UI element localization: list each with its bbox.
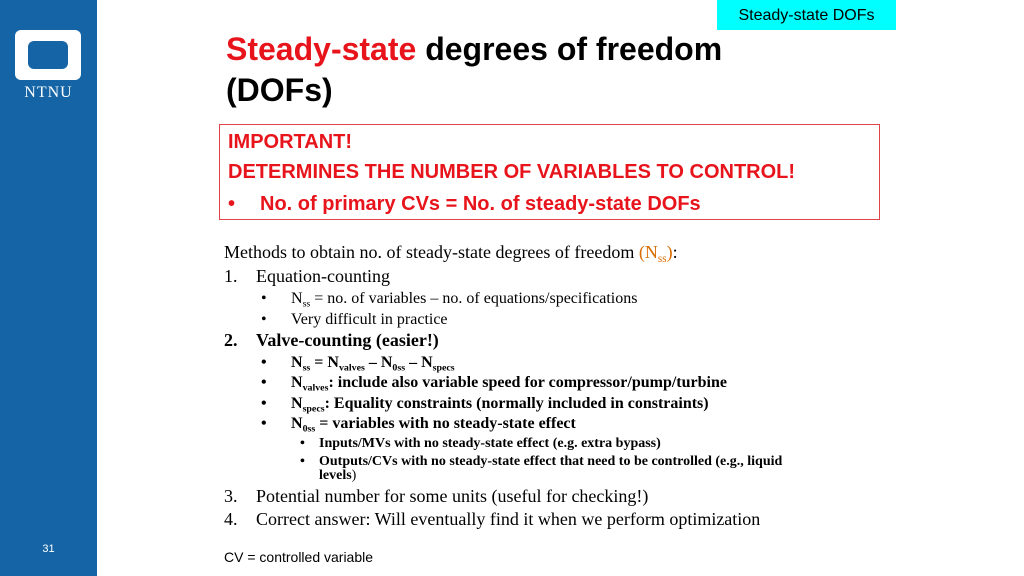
important-bullet-line: • No. of primary CVs = No. of steady-state DOFs: [228, 193, 701, 215]
title-highlight: Steady-state: [226, 31, 417, 67]
method-item: 4. Correct answer: Will eventually find it when we perform optimization: [224, 509, 761, 529]
logo-text: NTNU: [24, 84, 73, 101]
list-item: • Inputs/MVs with no steady-state effect (e.g. extra bypass): [300, 436, 661, 451]
important-heading: IMPORTANT!: [228, 131, 353, 153]
sidebar: [0, 0, 97, 576]
list-item: • $N_{valves}$: include also variable speed for compressor/pump/turbine: [261, 374, 727, 394]
list-item: • $N_{ss} = N_{valves} - N_{0ss} - N_{specs}$: [261, 354, 455, 374]
method-item: 2. Valve-counting (easier!): [224, 330, 439, 350]
title-line2: (DOFs): [226, 72, 333, 108]
title-rest: degrees of freedom: [416, 31, 723, 67]
section-tag: Steady-state DOFs: [717, 0, 896, 30]
list-item: • $N_{0ss}$ = variables with no steady-state effect: [261, 415, 576, 435]
list-item-continuation: levels): [319, 468, 357, 483]
methods-intro: Methods to obtain no. of steady-state degrees of freedom $(N_{ss})$:: [224, 242, 678, 265]
list-item: • Very difficult in practice: [261, 311, 448, 328]
method-item: 1. Equation-counting: [224, 266, 390, 286]
method-item: 3. Potential number for some units (useful for checking!): [224, 486, 649, 506]
important-box: [219, 124, 880, 220]
footnote: CV = controlled variable: [224, 549, 374, 565]
list-item: • $N_{specs}$: Equality constraints (normally included in constraints): [261, 395, 709, 415]
important-line: DETERMINES THE NUMBER OF VARIABLES TO CONTROL!: [228, 161, 796, 183]
ntnu-logo-icon: [15, 30, 81, 80]
list-item: • Outputs/CVs with no steady-state effect that need to be controlled (e.g., liquid: [300, 454, 783, 469]
page-number: 31: [42, 543, 55, 555]
list-item: • $N_{ss}$ = no. of variables – no. of equations/specifications: [261, 290, 638, 310]
page-title: [226, 29, 722, 111]
